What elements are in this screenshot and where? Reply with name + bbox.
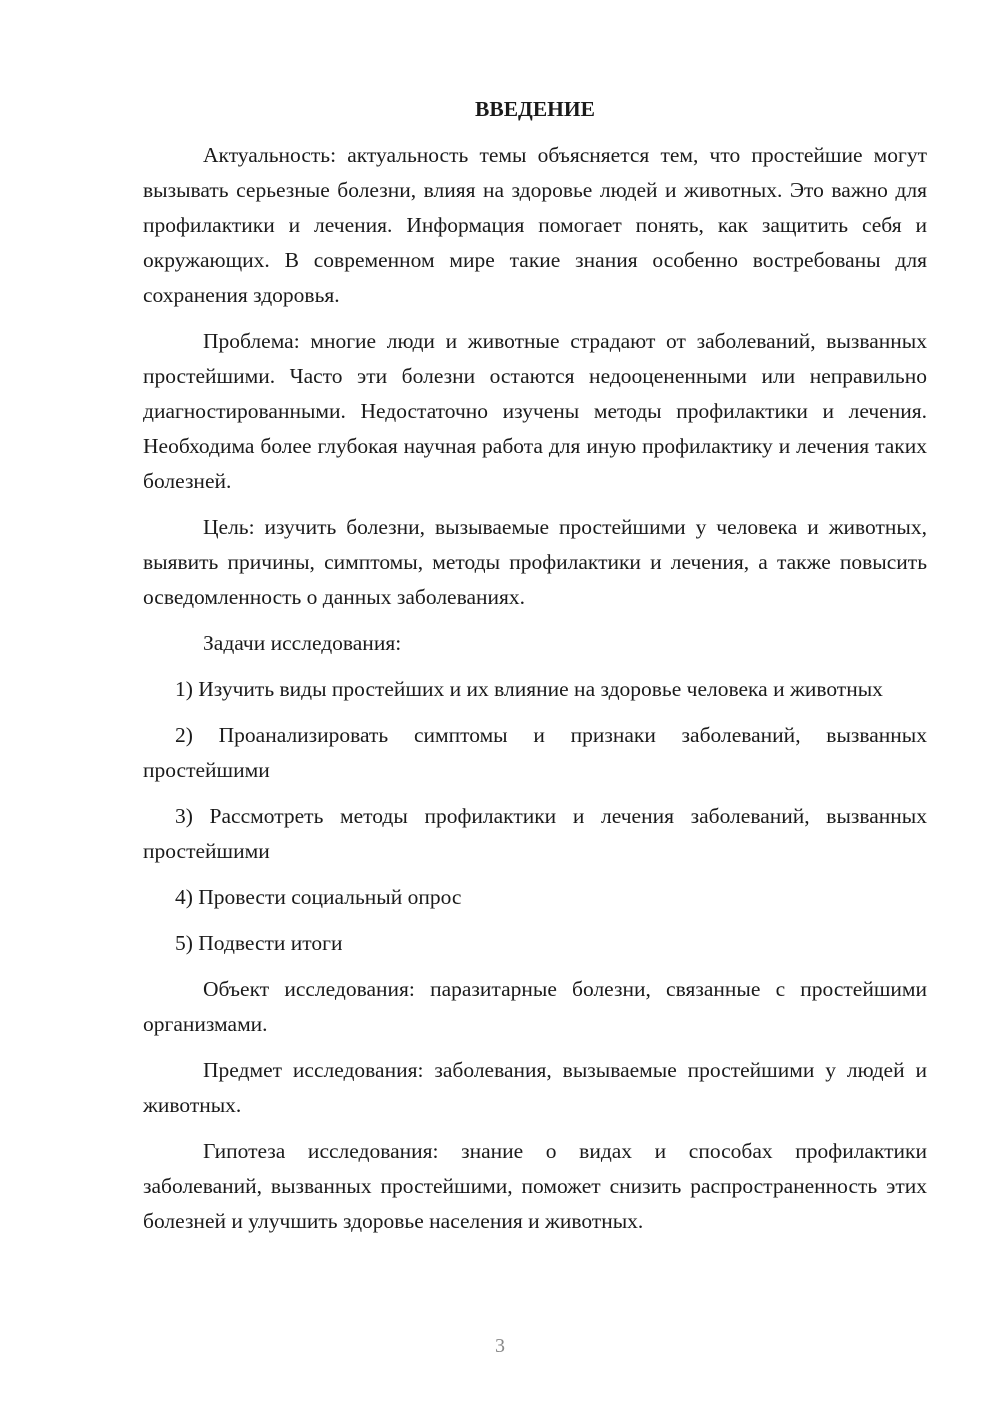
section-title: ВВЕДЕНИЕ xyxy=(475,97,595,121)
page-content xyxy=(143,92,927,1250)
page-number: 3 xyxy=(495,1335,505,1357)
task-item-3: 3) Рассмотреть методы профилактики и лечения заболеваний, вызванных простейшими xyxy=(143,804,927,863)
paragraph-object: Объект исследования: паразитарные болезни, связанные с простейшими организмами. xyxy=(143,977,927,1036)
paragraph-goal: Цель: изучить болезни, вызываемые простейшими у человека и животных, выявить причины, симптомы, методы профилактики и лечения, а также повысить осведомленность о данных заболеваниях. xyxy=(143,515,927,609)
task-item-2: 2) Проанализировать симптомы и признаки заболеваний, вызванных простейшими xyxy=(143,723,927,782)
task-item-5: 5) Подвести итоги xyxy=(175,931,343,955)
paragraph-relevance: Актуальность: актуальность темы объясняется тем, что простейшие могут вызывать серьезные болезни, влияя на здоровье людей и животных. Это важно для профилактики и лечения. Информация помогает понять, как защитить себя и окружающих. В современном мире такие знания особенно востребованы для сохранения здоровья. xyxy=(143,143,927,307)
paragraph-subject: Предмет исследования: заболевания, вызываемые простейшими у людей и животных. xyxy=(143,1058,927,1117)
task-item-4: 4) Провести социальный опрос xyxy=(175,885,462,909)
paragraph-tasks-heading: Задачи исследования: xyxy=(203,631,402,655)
paragraph-problem: Проблема: многие люди и животные страдают от заболеваний, вызванных простейшими. Часто эти болезни остаются недооцененными или неправильно диагностированными. Недостаточно изучены методы профилактики и лечения. Необходима более глубокая научная работа для иную профилактику и лечения таких болезней. xyxy=(143,329,927,493)
paragraph-hypothesis: Гипотеза исследования: знание о видах и способах профилактики заболеваний, вызванных простейшими, поможет снизить распространенность этих болезней и улучшить здоровье населения и животных. xyxy=(143,1139,927,1233)
task-item-1: 1) Изучить виды простейших и их влияние на здоровье человека и животных xyxy=(175,677,883,701)
